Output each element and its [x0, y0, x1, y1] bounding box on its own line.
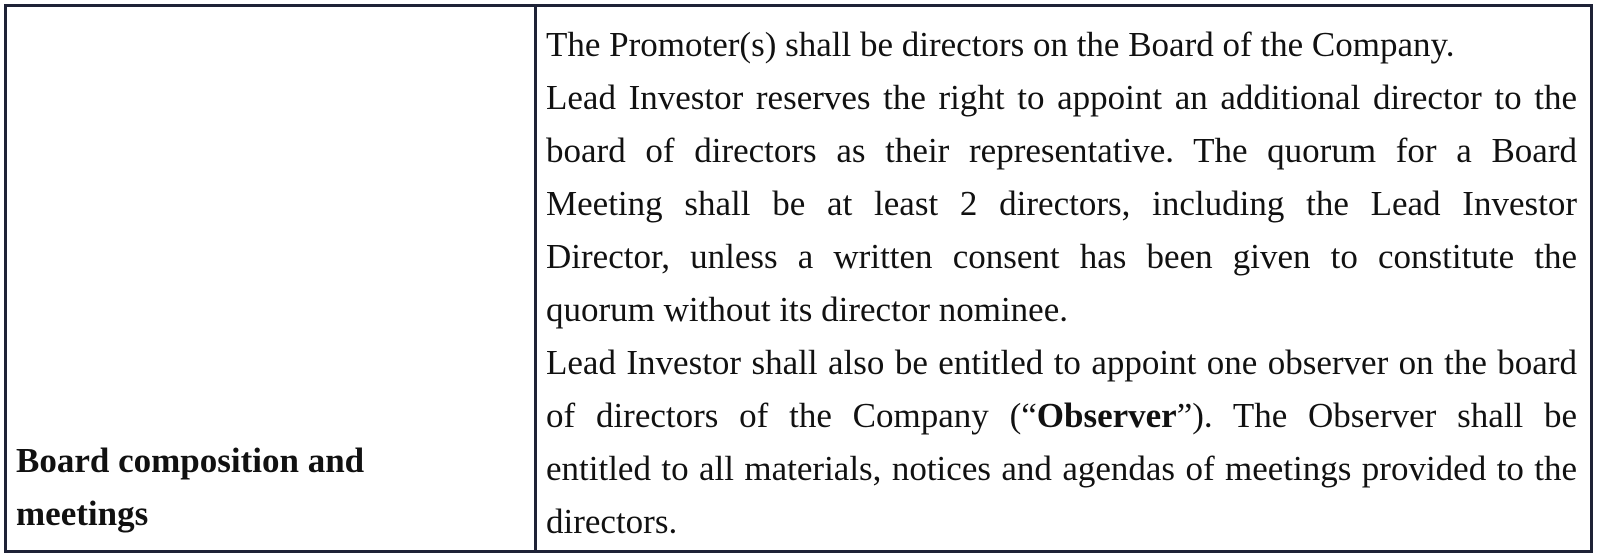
paragraph-lead-investor-director: Lead Investor reserves the right to appoint an additional director to the board of directors as their representative. The quorum for a Board Meeting shall be at least 2 directors, including the Lead Investor Director, unless a written consent has been given to constitute the quorum without its director nominee. — [546, 78, 1577, 329]
row-label-cell — [7, 7, 537, 550]
terms-table-row — [4, 4, 1593, 553]
paragraph-observer-text-end: ”). The Observer shall be entitled to all materials, notices and agendas of meetings provided to the directors. — [546, 396, 1578, 541]
row-label-line-2: meetings — [16, 494, 149, 533]
paragraph-observer — [546, 336, 1577, 548]
defined-term-observer: Observer — [1036, 396, 1177, 435]
row-label-line-1: Board composition and — [16, 441, 365, 480]
row-content-cell — [537, 7, 1590, 550]
row-label — [16, 434, 364, 540]
paragraph-observer-text-start: Lead Investor shall also be entitled to appoint one observer on the board of directors of the Company (“ — [546, 343, 1577, 435]
paragraph-promoters: The Promoter(s) shall be directors on the Board of the Company. — [546, 25, 1455, 64]
